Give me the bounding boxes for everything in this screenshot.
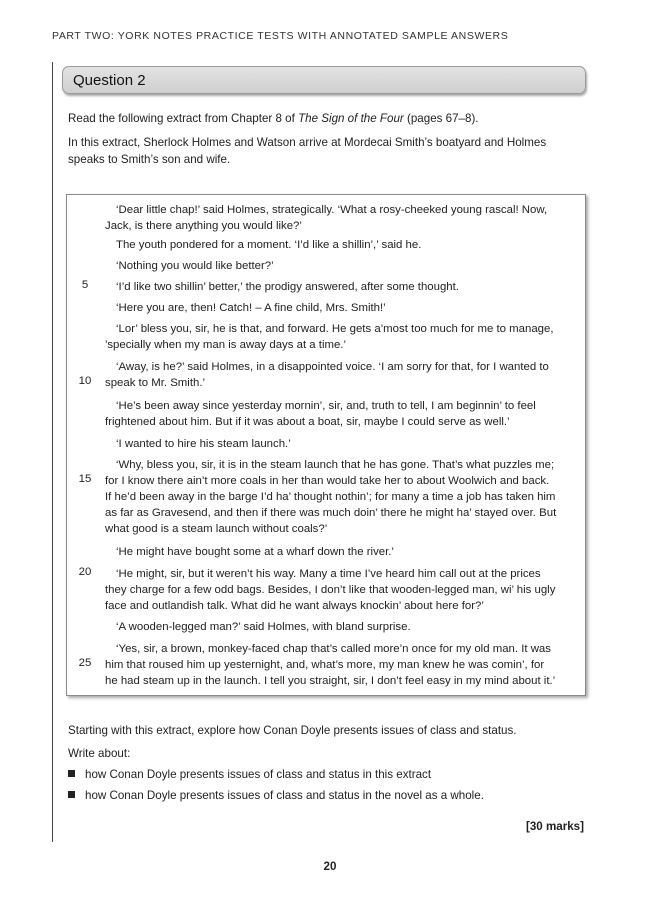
- intro-line-1: Read the following extract from Chapter 8 of The Sign of the Four (pages 67–8).: [68, 112, 479, 125]
- line-number-25: 25: [78, 657, 92, 669]
- novel-title: The Sign of the Four: [298, 112, 404, 125]
- extract-paragraph: ‘I’d like two shillin’ better,’ the prodigy answered, after some thought.: [116, 281, 459, 293]
- extract-paragraph: ‘A wooden-legged man?’ said Holmes, with bland surprise.: [116, 621, 411, 633]
- left-margin-rule: [52, 62, 53, 842]
- question-title: Question 2: [73, 72, 146, 89]
- extract-paragraph: ‘Away, is he?’ said Holmes, in a disappointed voice. ‘I am sorry for that, for I wanted to speak to Mr. Smith.’: [105, 361, 549, 389]
- extract-paragraph: ‘Here you are, then! Catch! – A fine child, Mrs. Smith!’: [116, 302, 386, 314]
- extract-paragraph: ‘He’s been away since yesterday mornin’, sir, and, truth to tell, I am beginnin’ to feel frightened about him. But if it was about a boat, sir, maybe I could serve as well.’: [105, 400, 536, 428]
- extract-box: [66, 194, 586, 696]
- question-heading-bar: [62, 66, 586, 94]
- intro-description: [68, 134, 588, 168]
- marks-label: [30 marks]: [525, 820, 584, 833]
- extract-paragraph: The youth pondered for a moment. ‘I’d like a shillin’,’ said he.: [116, 239, 422, 251]
- bullet-item: how Conan Doyle presents issues of class and status in this extract: [68, 768, 431, 781]
- extract-paragraph: ‘Nothing you would like better?’: [116, 260, 274, 272]
- line-number-15: 15: [78, 473, 92, 485]
- extract-paragraph: ‘He might have bought some at a wharf down the river.’: [116, 546, 394, 558]
- line-number-10: 10: [78, 375, 92, 387]
- task-prompt: Starting with this extract, explore how Conan Doyle presents issues of class and status.: [68, 724, 517, 737]
- bullet-square-icon: [68, 770, 75, 777]
- extract-paragraph: ‘Yes, sir, a brown, monkey-faced chap that’s called more’n once for my old man. It was him that roused him up yesternight, and, what’s more, my man knew he was comin’, for he had steam up in the launch. I tell you straight, sir, I don’t feel easy in my mind about it.’: [105, 643, 556, 687]
- write-about-label: Write about:: [68, 747, 131, 760]
- bullet-item: how Conan Doyle presents issues of class and status in the novel as a whole.: [68, 789, 484, 802]
- page-number: 20: [323, 860, 337, 873]
- extract-paragraph: ‘He might, sir, but it weren’t his way. Many a time I’ve heard him call out at the prices they charge for a few odd bags. Besides, I don’t like that wooden-legged man, wi’ his ugly face and outlandish talk. What did he want always knockin’ about here for?’: [105, 568, 556, 612]
- intro-section: [68, 110, 588, 127]
- extract-paragraph: ‘Dear little chap!’ said Holmes, strategically. ‘What a rosy-cheeked young rascal! Now, Jack, is there anything you would like?’: [105, 204, 548, 232]
- bullet-square-icon: [68, 791, 75, 798]
- running-header: PART TWO: YORK NOTES PRACTICE TESTS WITH ANNOTATED SAMPLE ANSWERS: [52, 30, 509, 42]
- intro-line-2a: In this extract, Sherlock Holmes and Watson arrive at Mordecai Smith’s boatyard and Holmes: [68, 136, 547, 149]
- extract-paragraph: ‘Why, bless you, sir, it is in the steam launch that he has gone. That’s what puzzles me; for I know there ain’t more coals in her than would take her to about Woolwich and back. If he’d been away in the barge I’d ha’ thought nothin’; for many a time a job has taken him as far as Gravesend, and then if there was much doin’ there he might ha’ stayed over. But what good is a steam launch without coals?’: [105, 459, 557, 535]
- intro-line-2b: speaks to Smith’s son and wife.: [68, 153, 231, 166]
- line-number-5: 5: [81, 279, 89, 291]
- extract-paragraph: ‘Lor’ bless you, sir, he is that, and forward. He gets a’most too much for me to manage, ’specially when my man is away days at a time.’: [105, 323, 554, 351]
- line-number-20: 20: [78, 566, 92, 578]
- extract-paragraph: ‘I wanted to hire his steam launch.’: [116, 438, 291, 450]
